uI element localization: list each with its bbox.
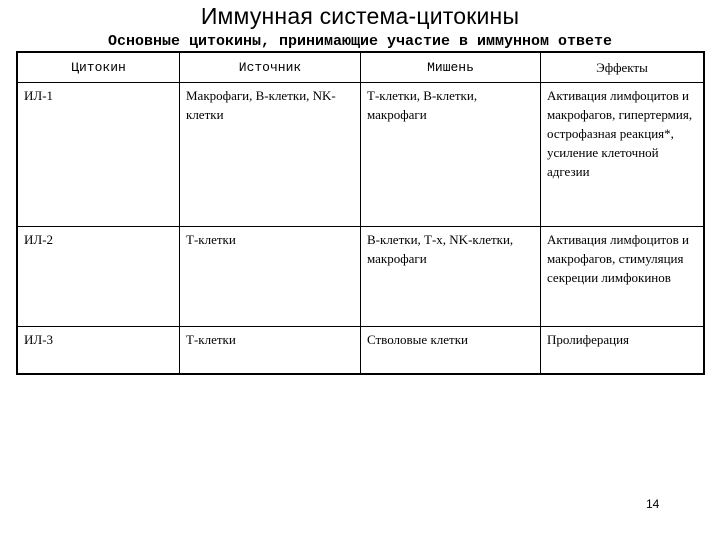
cell-source: Макрофаги, В-клетки, NK-клетки [180, 83, 361, 227]
cell-target: Т-клетки, В-клетки, макрофаги [361, 83, 541, 227]
table-row [18, 227, 704, 327]
page-number: 14 [646, 497, 660, 511]
header-source: Источник [180, 53, 361, 83]
cell-cytokine: ИЛ-3 [18, 327, 180, 374]
cell-target: В-клетки, Т-х, NK-клетки, макрофаги [361, 227, 541, 327]
table-row [18, 327, 704, 374]
cytokine-table [17, 52, 704, 374]
header-target: Мишень [361, 53, 541, 83]
cell-effects: Активация лимфоцитов и макрофагов, гипертермия, острофазная реакция*, усиление клеточной адгезии [541, 83, 704, 227]
table-header-row [18, 53, 704, 83]
header-cytokine: Цитокин [18, 53, 180, 83]
header-effects: Эффекты [541, 53, 704, 83]
page-subtitle: Основные цитокины, принимающие участие в иммунном ответе [107, 33, 613, 50]
table-row [18, 83, 704, 227]
cell-effects: Активация лимфоцитов и макрофагов, стимуляция секреции лимфокинов [541, 227, 704, 327]
cell-source: Т-клетки [180, 327, 361, 374]
cell-cytokine: ИЛ-1 [18, 83, 180, 227]
cell-effects: Пролиферация [541, 327, 704, 374]
cell-source: Т-клетки [180, 227, 361, 327]
cell-target: Стволовые клетки [361, 327, 541, 374]
cell-cytokine: ИЛ-2 [18, 227, 180, 327]
page-title: Иммунная система-цитокины [200, 3, 520, 29]
